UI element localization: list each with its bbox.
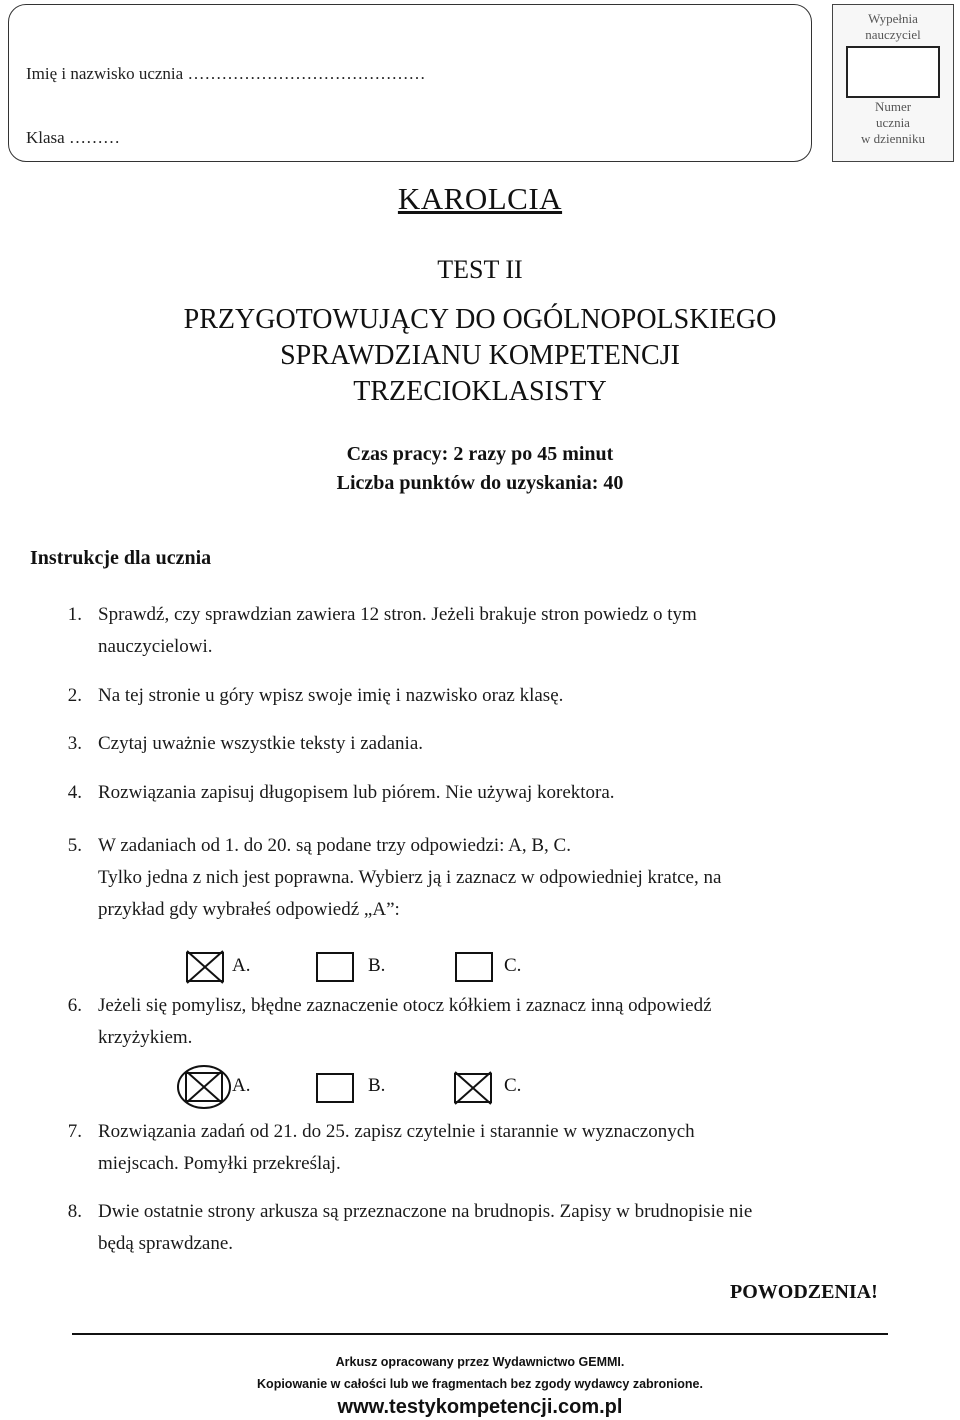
teacher-box-bottom-line: Numer bbox=[874, 99, 912, 114]
footer-divider bbox=[72, 1333, 888, 1335]
checkbox-b bbox=[316, 1073, 354, 1103]
checkbox-cross-icon bbox=[186, 950, 224, 984]
instruction-line: W zadaniach od 1. do 20. są podane trzy odpowiedzi: A, B, C. bbox=[98, 835, 571, 856]
instruction-text bbox=[98, 1116, 695, 1180]
teacher-box-bottom-text bbox=[832, 99, 954, 147]
class-field[interactable]: Klasa ……… bbox=[26, 128, 120, 147]
instruction-text bbox=[98, 599, 697, 663]
footer-website-link[interactable]: www.testykompetencji.com.pl bbox=[337, 1396, 623, 1418]
instruction-text bbox=[98, 1196, 752, 1260]
instruction-line: Tylko jedna z nich jest poprawna. Wybierz ją i zaznacz w odpowiedniej kratce, na bbox=[98, 867, 722, 888]
instruction-line: Rozwiązania zadań od 21. do 25. zapisz czytelnie i starannie w wyznaczonych bbox=[98, 1121, 695, 1142]
option-label: C. bbox=[504, 1075, 522, 1096]
teacher-box-top-text bbox=[832, 11, 954, 43]
points-total: Liczba punktów do uzyskania: 40 bbox=[336, 472, 624, 494]
checkbox-b bbox=[316, 952, 354, 982]
subtitle-line: SPRAWDZIANU KOMPETENCJI bbox=[280, 340, 680, 371]
instruction-line: nauczycielowi. bbox=[98, 636, 213, 657]
subtitle-line: PRZYGOTOWUJĄCY DO OGÓLNOPOLSKIEGO bbox=[183, 304, 777, 335]
instruction-number: 6. bbox=[67, 995, 82, 1016]
instruction-line: krzyżykiem. bbox=[98, 1027, 193, 1048]
good-luck-text: POWODZENIA! bbox=[730, 1281, 878, 1303]
teacher-box-top-line: Wypełnia bbox=[868, 11, 918, 26]
instruction-number: 5. bbox=[67, 835, 82, 856]
option-label: B. bbox=[368, 955, 386, 976]
instructions-heading: Instrukcje dla ucznia bbox=[30, 547, 212, 569]
page-title: KAROLCIA bbox=[397, 181, 563, 216]
student-name-field[interactable]: Imię i nazwisko ucznia …………………………………… bbox=[26, 64, 426, 83]
instruction-number: 4. bbox=[67, 782, 82, 803]
option-label: B. bbox=[368, 1075, 386, 1096]
checkbox-c bbox=[455, 952, 493, 982]
work-time: Czas pracy: 2 razy po 45 minut bbox=[346, 443, 614, 465]
instruction-line: Czytaj uważnie wszystkie teksty i zadania. bbox=[98, 733, 424, 754]
checkbox-a-circled bbox=[176, 1064, 232, 1112]
instruction-number: 3. bbox=[67, 733, 82, 754]
test-subtitle bbox=[0, 302, 960, 410]
instruction-text bbox=[98, 990, 712, 1054]
instruction-number: 2. bbox=[67, 685, 82, 706]
instruction-line: miejscach. Pomyłki przekreślaj. bbox=[98, 1153, 341, 1174]
instruction-text bbox=[98, 830, 721, 926]
instruction-line: przykład gdy wybrałeś odpowiedź „A”: bbox=[98, 899, 400, 920]
instruction-line: Dwie ostatnie strony arkusza są przeznaczone na brudnopis. Zapisy w brudnopisie nie bbox=[98, 1201, 753, 1222]
instruction-number: 1. bbox=[67, 604, 82, 625]
teacher-box-top-line: nauczyciel bbox=[865, 27, 921, 42]
instruction-number: 8. bbox=[67, 1201, 82, 1222]
instruction-line: Sprawdź, czy sprawdzian zawiera 12 stron. Jeżeli brakuje stron powiedz o tym bbox=[98, 604, 697, 625]
teacher-box-bottom-line: ucznia bbox=[876, 115, 910, 130]
student-number-box[interactable] bbox=[846, 46, 940, 98]
instruction-line: Rozwiązania zapisuj długopisem lub piórem. Nie używaj korektora. bbox=[98, 782, 615, 803]
instruction-number: 7. bbox=[67, 1121, 82, 1142]
option-label: A. bbox=[232, 1075, 251, 1096]
checkbox-a-crossed bbox=[186, 950, 224, 984]
teacher-box-bottom-line: w dzienniku bbox=[861, 131, 925, 146]
footer-publisher: Arkusz opracowany przez Wydawnictwo GEMMI. bbox=[335, 1355, 625, 1369]
instruction-line: Jeżeli się pomylisz, błędne zaznaczenie otocz kółkiem i zaznacz inną odpowiedź bbox=[98, 995, 712, 1016]
option-label: C. bbox=[504, 955, 522, 976]
test-number: TEST II bbox=[437, 255, 523, 284]
checkbox-c-crossed bbox=[453, 1071, 493, 1105]
circled-cross-icon bbox=[176, 1064, 232, 1112]
instruction-line: Na tej stronie u góry wpisz swoje imię i nazwisko oraz klasę. bbox=[98, 685, 564, 706]
checkbox-cross-icon bbox=[453, 1071, 493, 1105]
footer-copyright: Kopiowanie w całości lub we fragmentach bez zgody wydawcy zabronione. bbox=[257, 1377, 703, 1391]
subtitle-line: TRZECIOKLASISTY bbox=[353, 376, 607, 407]
instruction-line: będą sprawdzane. bbox=[98, 1233, 234, 1254]
option-label: A. bbox=[232, 955, 251, 976]
